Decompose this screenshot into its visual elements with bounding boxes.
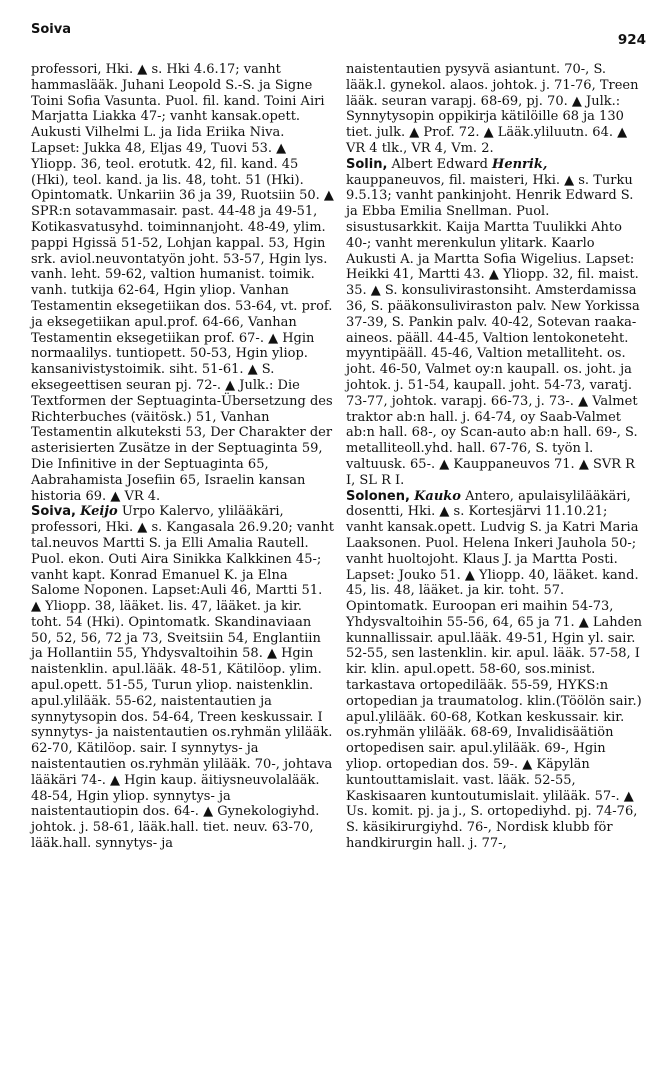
page-number: 924 [617, 32, 646, 48]
page-header [31, 22, 646, 48]
left-column [31, 62, 334, 852]
entry-surname: Soiva, [31, 504, 76, 520]
entry-solonen-kauko [346, 489, 642, 852]
entry-solin-henrik [346, 157, 642, 489]
entry-continuation: professori, Hki. ▲ s. Hki 4.6.17; vanht hammaslääk. Juhani Leopold S.-S. ja Signe Toini Sofia Vasunta. Puol. fil. kand. Toini Airi Marjatta Liakka 47-; vanht kansak.opett. Aukusti Vilhelmi L. ja Iida Eriika Niva. Lapset: Jukka 48, Eljas 49, Tuovi 53. ▲ Yliopp. 36, teol. erotutk. 42, fil. kand. 45 (Hki), teol. kand. ja lis. 48, toht. 51 (Hki). Opintomatk. Unkariin 36 ja 39, Ruotsiin 50. ▲ SPR:n sotavammasair. past. 44-48 ja 49-51, Kotikasvatusyhd. toiminnanjoht. 48-49, ylim. pappi Hgissä 51-52, Lohjan kappal. 53, Hgin srk. aviol.neuvontatyön joht. 53-57, Hgin lys. vanh. leht. 59-62, valtion humanist. toimik. vanh. tutkija 62-64, Hgin yliop. Vanhan Testamentin eksegetiikan dos. 53-64, vt. prof. ja eksegetiikan apul.prof. 64-66, Vanhan Testamentin eksegetiikan prof. 67-. ▲ Hgin normaalilys. tuntiopett. 50-53, Hgin yliop. kansanivistystoimik. siht. 51-61. ▲ S. eksegeettisen seuran pj. 72-. ▲ Julk.: Die Textformen der Septuaginta-Übersetzung des Richterbuches (väitösk.) 51, Vanhan Testamentin alkuteksti 53, Der Charakter der asterisierten Zusätze in der Septuaginta 59, Die Infinitive in der Septuaginta 65, Aabrahamista Josefiin 65, Israelin kansan historia 69. ▲ VR 4. [31, 62, 334, 504]
running-headword: Soiva [31, 22, 71, 37]
right-column [346, 62, 642, 852]
entry-given-name: Keijo [80, 504, 118, 520]
entry-soiva-keijo [31, 504, 334, 852]
entry-text: Antero, apulaisylilääkäri, dosentti, Hki. ▲ s. Kortesjärvi 11.10.21; vanht kansak.opett. Ludvig S. ja Katri Maria Laaksonen. Puol. Helena Inkeri Jauhola 50-; vanht huoltojoht. Klaus J. ja Martta Posti. Lapset: Jouko 51. ▲ Yliopp. 40, lääket. kand. 45, lis. 48, lääket. ja kir. toht. 57. Opintomatk. Euroopan eri maihin 54-73, Yhdysvaltoihin 55-56, 64, 65 ja 71. ▲ Lahden kunnallissair. apul.lääk. 49-51, Hgin yl. sair. 52-55, sen lastenklin. kir. apul. lääk. 57-58, I kir. klin. apul.opett. 58-60, sos.minist. tarkastava ortopedilääk. 55-59, HYKS:n ortopedian ja traumatolog. klin.(Töölön sair.) apul.ylilääk. 60-68, Kotkan keskussair. kir. os.ryhmän ylilääk. 68-69, Invalidisäätiön ortopedisen sair. apul.ylilääk. 69-, Hgin yliop. ortopedian dos. 59-. ▲ Käpylän kuntouttamislait. vast. lääk. 52-55, Kaskisaaren kuntoutumislait. ylilääk. 57-. ▲ Us. komit. pj. ja j., S. ortopediyhd. pj. 74-76, S. käsikirurgiyhd. 76-, Nordisk klubb för handkirurgin hall. j. 77-, [346, 488, 643, 852]
entry-forenames: Albert Edward [387, 156, 493, 172]
entry-text: kauppaneuvos, fil. maisteri, Hki. ▲ s. Turku 9.5.13; vanht pankinjoht. Henrik Edward S. ja Ebba Emilia Snellman. Puol. sisustusarkkit. Kaija Martta Tuulikki Ahto 40-; vanht merenkulun ylitark. Kaarlo Aukusti A. ja Martta Sofia Wigelius. Lapset: Heikki 41, Martti 43. ▲ Yliopp. 32, fil. maist. 35. ▲ S. konsulivirastonsiht. Amsterdamissa 36, S. pääkonsuliviraston palv. New Yorkissa 37-39, S. Pankin palv. 40-42, Sotevan raaka-aineos. pääll. 44-45, Valtion lentokoneteht. myyntipääll. 45-46, Valtion metalliteht. os. joht. 46-50, Valmet oy:n kaupall. os. joht. ja johtok. j. 51-54, kaupall. joht. 54-73, varatj. 73-77, johtok. varapj. 66-73, j. 73-. ▲ Valmet traktor ab:n hall. j. 64-74, oy Saab-Valmet ab:n hall. 68-, oy Scan-auto ab:n hall. 69-, S. metalliteoll.yhd. hall. 67-76, S. työn l. valtuusk. 65-. ▲ Kauppaneuvos 71. ▲ SVR R I, SL R I. [346, 172, 640, 488]
entry-continuation: naistentautien pysyvä asiantunt. 70-, S. lääk.l. gynekol. alaos. johtok. j. 71-76, Treen lääk. seuran varapj. 68-69, pj. 70. ▲ Julk.: Synnytysopin oppikirja kätilöille 68 ja 130 tiet. julk. ▲ Prof. 72. ▲ Lääk.yliluutn. 64. ▲ VR 4 tlk., VR 4, Vm. 2. [346, 62, 639, 156]
entry-given-name: Kauko [414, 488, 461, 504]
entry-surname: Solonen, [346, 488, 410, 504]
entry-surname: Solin, [346, 156, 388, 172]
entry-given-name: Henrik, [492, 156, 548, 172]
entry-text: Urpo Kalervo, ylilääkäri, professori, Hki. ▲ s. Kangasala 26.9.20; vanht tal.neuvos Martti S. ja Elli Amalia Rautell. Puol. ekon. Outi Aira Sinikka Kalkkinen 45-; vanht kapt. Konrad Emanuel K. ja Elna Salome Noponen. Lapset:Auli 46, Martti 51. ▲ Yliopp. 38, lääket. lis. 47, lääket. ja kir. toht. 54 (Hki). Opintomatk. Skandinaviaan 50, 52, 56, 72 ja 73, Sveitsiin 54, Englantiin ja Hollantiin 55, Yhdysvaltoihin 58. ▲ Hgin naistenklin. apul.lääk. 48-51, Kätilöop. ylim. apul.opett. 51-55, Turun yliop. naistenklin. apul.ylilääk. 55-62, naistentautien ja synnytysopin dos. 54-64, Treen keskussair. I synnytys- ja naistentautien os.ryhmän ylilääk. 62-70, Kätilöop. sair. I synnytys- ja naistentautien os.ryhmän ylilääk. 70-, johtava lääkäri 74-. ▲ Hgin kaup. äitiysneuvolalääk. 48-54, Hgin yliop. synnytys- ja naistentautiopin dos. 64-. ▲ Gynekologiyhd. johtok. j. 58-61, lääk.hall. tiet. neuv. 63-70, lääk.hall. synnytys- ja [31, 504, 334, 852]
